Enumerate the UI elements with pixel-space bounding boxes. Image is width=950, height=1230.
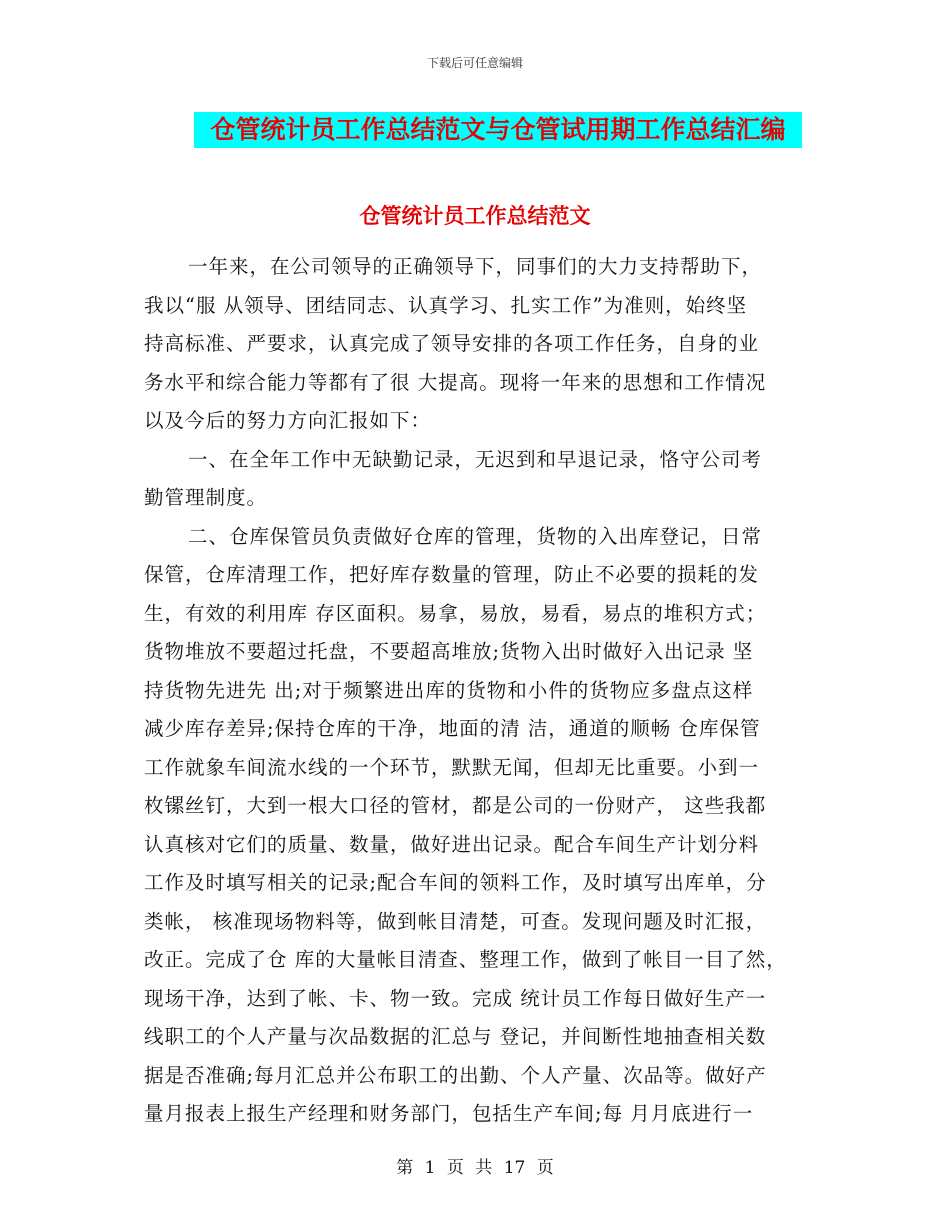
text-line: 工作就象车间流水线的一个环节，默默无闻，但却无比重要。小到一 (144, 755, 760, 779)
text-line: 一、在全年工作中无缺勤记录，无迟到和早退记录，恪守公司考 (188, 447, 763, 471)
text-line: 以及今后的努力方向汇报如下： (144, 409, 432, 432)
text-line: 改正。完成了仓 库的大量帐目清查、整理工作，做到了帐目一目了然， (144, 948, 787, 971)
text-line: 枚镙丝钉，大到一根大口径的管材，都是公司的一份财产， 这些我都 (144, 794, 767, 817)
text-line: 认真核对它们的质量、数量，做好进出记录。配合车间生产计划分料 (144, 832, 760, 856)
text-line: 持货物先进先 出;对于频繁进出库的货物和小件的货物应多盘点这样 (144, 678, 754, 702)
text-line: 保管，仓库清理工作，把好库存数量的管理，防止不必要的损耗的发 (144, 563, 760, 586)
text-line: 务水平和综合能力等都有了很 大提高。现将一年来的思想和工作情况 (144, 370, 767, 394)
text-line: 现场干净，达到了帐、卡、物一致。完成 统计员工作每日做好生产一 (144, 986, 767, 1010)
text-line: 二、仓库保管员负责做好仓库的管理，货物的入出库登记，日常 (188, 524, 763, 548)
text-line: 据是否准确;每月汇总并公布职工的出勤、个人产量、次品等。做好产 (144, 1063, 767, 1087)
text-line: 量月报表上报生产经理和财务部门，包括生产车间;每 月月底进行一 (144, 1102, 754, 1125)
text-line: 一年来，在公司领导的正确领导下，同事们的大力支持帮助下， (188, 255, 763, 278)
document-title: 仓管统计员工作总结范文与仓管试用期工作总结汇编 (194, 112, 802, 148)
text-line: 线职工的个人产量与次品数据的汇总与 登记，并间断性地抽查相关数 (144, 1025, 767, 1048)
text-line: 减少库存差异;保持仓库的干净，地面的清 洁，通道的顺畅 仓库保管 (144, 717, 761, 740)
body-text (144, 248, 814, 1134)
text-line: 勤管理制度。 (144, 486, 268, 509)
text-line: 我以“服 从领导、团结同志、认真学习、扎实工作”为准则，始终坚 (144, 293, 748, 317)
text-line: 类帐， 核准现场物料等，做到帐目清楚，可查。发现问题及时汇报， (144, 909, 767, 933)
text-line: 生，有效的利用库 存区面积。易拿，易放，易看，易点的堆积方式； (144, 601, 767, 625)
text-line: 工作及时填写相关的记录;配合车间的领料工作，及时填写出库单，分 (144, 871, 767, 894)
section-title: 仓管统计员工作总结范文 (359, 204, 591, 228)
text-line: 持高标准、严要求，认真完成了领导安排的各项工作任务，自身的业 (144, 332, 760, 355)
header-note: 下载后可任意编辑 (426, 56, 523, 70)
text-line: 货物堆放不要超过托盘，不要超高堆放;货物入出时做好入出记录 坚 (144, 640, 754, 663)
page-number: 第 1 页 共 17 页 (396, 1158, 554, 1178)
